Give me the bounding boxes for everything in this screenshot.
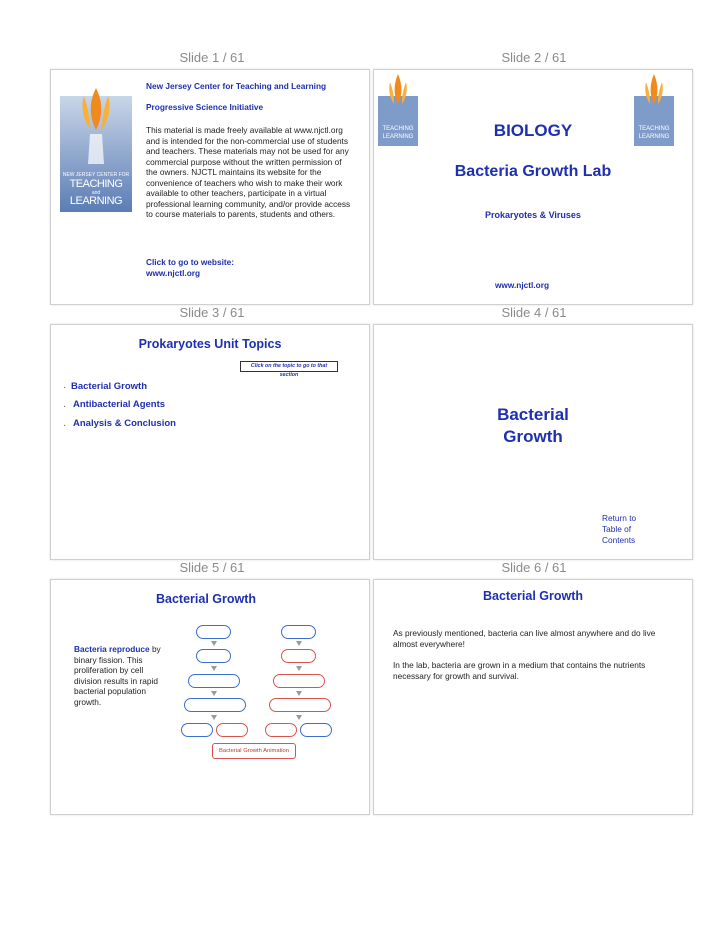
bullet-dot: · [63, 420, 67, 431]
arrow-down-icon [296, 691, 302, 696]
usage-notice: This material is made freely available at www.njctl.org and is intended for the non-commercial use of students and teachers. These materials may not be used for any commercial purpose without the written permission of the owners. NJCTL maintains its website for the convenience of teachers who wish to make their work available to other teachers, participate in a virtual professional learning community, and/or provide access to course materials to parents, students and others. [146, 125, 351, 219]
logo-text-teaching: TEACHING [69, 178, 123, 190]
section-title-line-1: Bacterial [497, 405, 569, 424]
website-link[interactable]: www.njctl.org [494, 280, 550, 290]
return-line-1: Return to [602, 513, 637, 523]
binary-fission-rest: by binary fission. This proliferation by cell division results in rapid bacterial population growth. [74, 644, 161, 707]
bullet-dot: · [63, 401, 67, 412]
slide-5-label: Slide 5 / 61 [179, 560, 245, 575]
logo-right-teaching: TEACHING [638, 126, 670, 132]
binary-fission-lead: Bacteria reproduce [74, 644, 150, 654]
animation-button[interactable]: Bacterial Growth Animation [212, 743, 296, 759]
slide-title: Bacterial Growth [482, 589, 584, 603]
arrow-down-icon [296, 641, 302, 646]
org-name: New Jersey Center for Teaching and Learning [146, 81, 327, 91]
bullet-dot: · [63, 382, 67, 393]
logo-left-teaching: TEACHING [382, 126, 414, 132]
logo-left-learning: LEARNING [382, 134, 414, 140]
bacterium-cell-daughter [265, 723, 297, 737]
slide-2[interactable] [373, 69, 693, 305]
slide-2-label: Slide 2 / 61 [501, 50, 567, 65]
bacterium-cell [196, 649, 231, 663]
bacterium-cell-dividing [269, 698, 331, 712]
logo-text-learning: LEARNING [69, 195, 123, 207]
topic-link-analysis-conclusion[interactable]: Analysis & Conclusion [73, 418, 176, 429]
paragraph-2: In the lab, bacteria are grown in a medium that contains the nutrients necessary for growth and survival. [393, 660, 646, 681]
website-link[interactable]: www.njctl.org [146, 268, 201, 278]
slide-1-label: Slide 1 / 61 [179, 50, 245, 65]
course-title: BIOLOGY [493, 121, 573, 140]
arrow-down-icon [296, 666, 302, 671]
arrow-down-icon [211, 691, 217, 696]
njctl-logo [60, 84, 132, 212]
topic-link-antibacterial-agents[interactable]: Antibacterial Agents [73, 399, 166, 410]
bacterium-cell [184, 698, 246, 712]
slide-4-label: Slide 4 / 61 [501, 305, 567, 320]
slide-title: Prokaryotes Unit Topics [138, 337, 282, 351]
slide-6[interactable] [373, 579, 693, 815]
website-prompt: Click to go to website: [146, 257, 235, 267]
lab-title: Bacteria Growth Lab [454, 163, 612, 180]
bacterium-cell [188, 674, 240, 688]
paragraph-1: As previously mentioned, bacteria can live almost anywhere and do live almost everywhere! [393, 628, 656, 649]
slide-4[interactable] [373, 324, 693, 560]
slide-3-label: Slide 3 / 61 [179, 305, 245, 320]
navigation-hint: Click on the topic to go to that section [240, 361, 338, 372]
initiative-name: Progressive Science Initiative [146, 102, 264, 112]
slide-6-label: Slide 6 / 61 [501, 560, 567, 575]
slide-1[interactable] [50, 69, 370, 305]
bacterium-cell [196, 625, 231, 639]
slide-5[interactable] [50, 579, 370, 815]
bacterium-cell-daughter [216, 723, 248, 737]
bacterium-cell [181, 723, 213, 737]
arrow-down-icon [211, 715, 217, 720]
arrow-down-icon [211, 641, 217, 646]
bacterium-cell-dividing [273, 674, 325, 688]
section-title-line-2: Growth [503, 427, 563, 446]
arrow-down-icon [211, 666, 217, 671]
bacterium-cell-dividing [281, 649, 316, 663]
logo-right-learning: LEARNING [638, 134, 670, 140]
slide-3[interactable] [50, 324, 370, 560]
bacterium-cell-daughter [300, 723, 332, 737]
unit-name: Prokaryotes & Viruses [485, 210, 581, 220]
arrow-down-icon [296, 715, 302, 720]
slide-title: Bacterial Growth [156, 592, 257, 606]
topic-link-bacterial-growth[interactable]: Bacterial Growth [71, 381, 148, 392]
logo-text-small: NEW JERSEY CENTER FOR [62, 172, 130, 178]
logo-text-and: and [91, 190, 101, 196]
return-line-2: Table of [602, 524, 632, 534]
return-to-contents-link[interactable] [602, 513, 636, 546]
bacterium-cell [281, 625, 316, 639]
binary-fission-text [74, 644, 166, 707]
return-line-3: Contents [602, 535, 636, 545]
